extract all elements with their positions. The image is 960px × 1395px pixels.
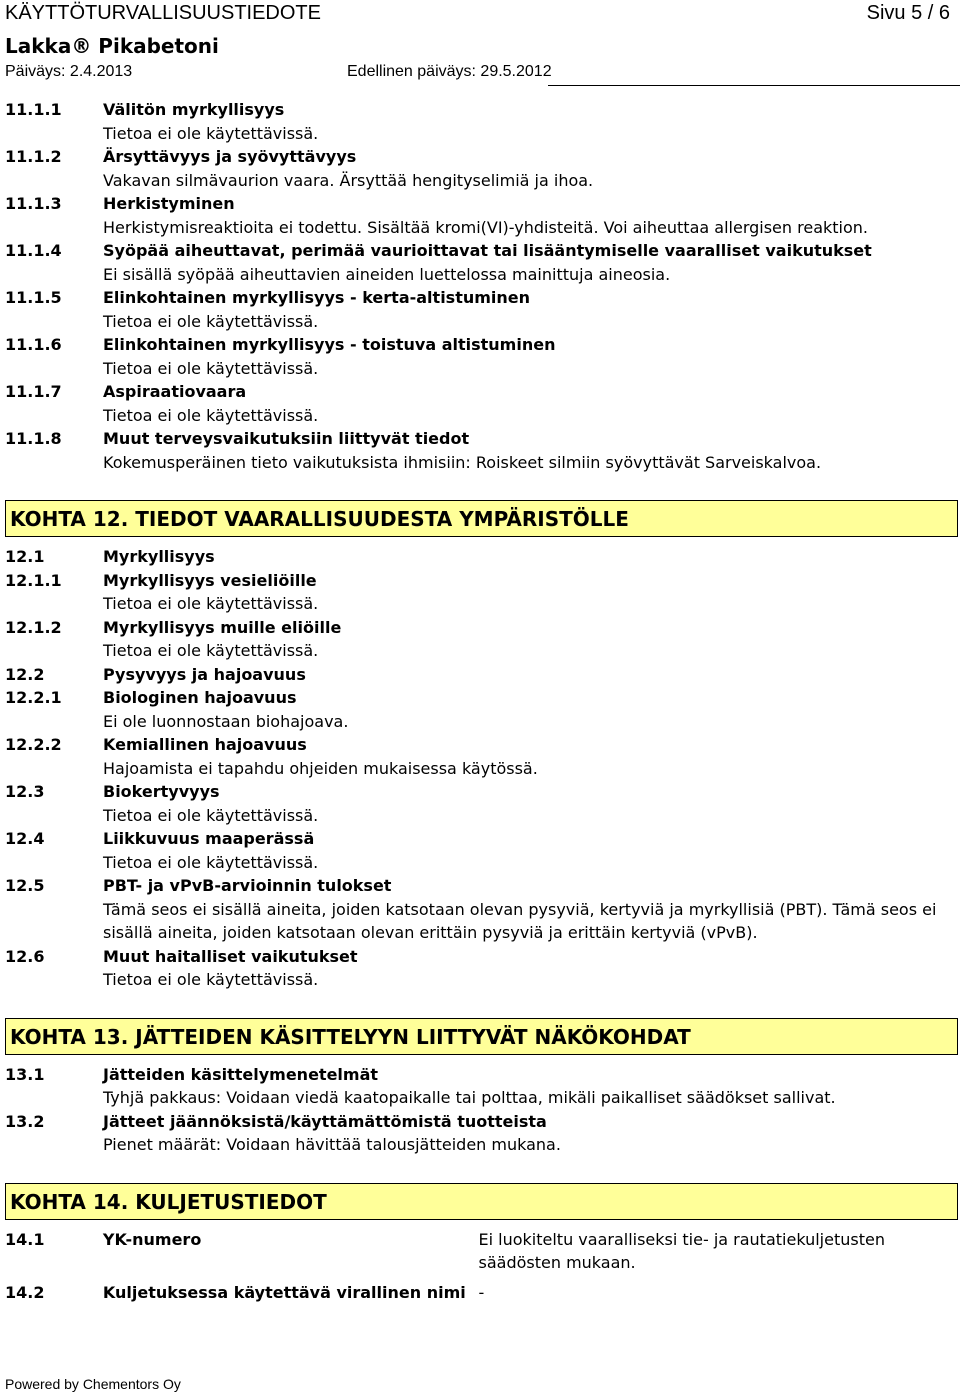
item-number: 12.2.1	[5, 688, 62, 707]
item-text: Tyhjä pakkaus: Voidaan viedä kaatopaikalle tai polttaa, mikäli paikalliset säädökset sallivat.	[103, 1088, 836, 1107]
item-value: -	[478, 1282, 485, 1302]
item-number: 12.1.1	[5, 570, 62, 590]
list-item	[5, 145, 958, 192]
issue-date: Päiväys: 2.4.2013	[5, 63, 133, 80]
item-number: 12.1	[5, 547, 45, 566]
list-item	[5, 733, 958, 780]
item-title: PBT- ja vPvB-arvioinnin tulokset	[103, 876, 392, 895]
doc-title: KÄYTTÖTURVALLISUUSTIEDOTE	[5, 2, 321, 24]
item-number: 14.2	[5, 1282, 45, 1302]
item-title: Biologinen hajoavuus	[103, 688, 297, 707]
item-text: Kokemusperäinen tieto vaikutuksista ihmisiin: Roiskeet silmiin syövyttävät Sarveiskalvoa.	[103, 452, 822, 472]
item-title: Ärsyttävyys ja syövyttävyys	[103, 147, 357, 166]
item-text: Tietoa ei ole käytettävissä.	[103, 311, 319, 331]
list-item	[5, 98, 958, 145]
item-number: 11.1.7	[5, 382, 62, 401]
list-item	[5, 569, 958, 616]
item-number: 11.1.8	[5, 429, 62, 448]
list-item	[5, 239, 958, 286]
list-item	[5, 945, 958, 992]
item-title: Välitön myrkyllisyys	[103, 100, 285, 119]
item-number: 11.1.4	[5, 241, 62, 260]
item-title: Elinkohtainen myrkyllisyys - toistuva altistuminen	[103, 335, 556, 354]
item-title: Syöpää aiheuttavat, perimää vaurioittavat tai lisääntymiselle vaaralliset vaikutukset	[103, 241, 872, 260]
item-text: Tietoa ei ole käytettävissä.	[103, 358, 319, 378]
item-text: Pienet määrät: Voidaan hävittää talousjätteiden mukana.	[103, 1135, 561, 1154]
item-text: Ei ole luonnostaan biohajoava.	[103, 711, 349, 731]
previous-date: Edellinen päiväys: 29.5.2012	[347, 63, 552, 80]
item-title: Muut terveysvaikutuksiin liittyvät tiedot	[103, 429, 470, 448]
list-item	[5, 286, 958, 333]
item-title: Liikkuvuus maaperässä	[103, 829, 315, 848]
section-heading-12: KOHTA 12. TIEDOT VAARALLISUUDESTA YMPÄRISTÖLLE	[5, 500, 958, 537]
table-row	[5, 1281, 958, 1305]
item-text: Tietoa ei ole käytettävissä.	[103, 970, 319, 989]
item-text: Tietoa ei ole käytettävissä.	[103, 123, 319, 143]
item-title: Herkistyminen	[103, 194, 235, 213]
item-text: Vakavan silmävaurion vaara. Ärsyttää hengityselimiä ja ihoa.	[103, 170, 594, 190]
footer-credit: Powered by Chementors Oy	[5, 1376, 181, 1392]
list-item	[5, 333, 958, 380]
list-item	[5, 663, 958, 687]
item-number: 12.4	[5, 829, 45, 848]
section-14-list	[5, 1228, 958, 1305]
item-title: Pysyvyys ja hajoavuus	[103, 664, 306, 684]
item-number: 12.6	[5, 946, 45, 966]
item-number: 11.1.2	[5, 147, 62, 166]
item-number: 11.1.3	[5, 194, 62, 213]
product-name: Lakka® Pikabetoni	[5, 34, 219, 58]
item-text: Tietoa ei ole käytettävissä.	[103, 641, 319, 660]
item-number: 12.2	[5, 664, 45, 684]
item-text: Tämä seos ei sisällä aineita, joiden katsotaan olevan pysyviä, kertyviä ja myrkyllisiä (PBT). Tämä seos ei sisällä aineita, joiden katsotaan olevan erittäin pysyviä ja erittäin kertyviä (vPvB).	[103, 899, 937, 942]
item-title: Aspiraatiovaara	[103, 382, 247, 401]
page-number: Sivu 5 / 6	[866, 2, 950, 24]
header-rule	[548, 85, 960, 86]
item-title: YK-numero	[102, 1229, 202, 1249]
list-item	[5, 827, 958, 874]
section-11-list	[5, 98, 958, 474]
list-item	[5, 616, 958, 663]
list-item	[5, 686, 958, 733]
item-title: Kuljetuksessa käytettävä virallinen nimi	[102, 1282, 466, 1302]
item-text: Tietoa ei ole käytettävissä.	[103, 405, 319, 425]
document-body	[5, 98, 958, 1304]
item-number: 13.2	[5, 1111, 45, 1131]
list-item	[5, 1110, 958, 1157]
list-item	[5, 545, 958, 569]
list-item	[5, 380, 958, 427]
item-title: Elinkohtainen myrkyllisyys - kerta-altistuminen	[103, 288, 531, 307]
item-title: Biokertyvyys	[103, 782, 220, 801]
item-text: Hajoamista ei tapahdu ohjeiden mukaisessa käytössä.	[103, 758, 538, 778]
section-heading-14: KOHTA 14. KULJETUSTIEDOT	[5, 1183, 958, 1220]
list-item	[5, 192, 958, 239]
list-item	[5, 1063, 958, 1110]
list-item	[5, 427, 958, 474]
item-title: Muut haitalliset vaikutukset	[103, 946, 358, 966]
item-number: 12.5	[5, 876, 45, 895]
item-title: Myrkyllisyys vesieliöille	[103, 570, 317, 590]
item-title: Myrkyllisyys muille eliöille	[103, 617, 342, 637]
item-value: Ei luokiteltu vaaralliseksi tie- ja rautatiekuljetusten säädösten mukaan.	[478, 1229, 885, 1272]
table-row	[5, 1228, 958, 1275]
item-text: Tietoa ei ole käytettävissä.	[103, 594, 319, 613]
item-title: Jätteiden käsittelymenetelmät	[103, 1064, 379, 1084]
item-text: Tietoa ei ole käytettävissä.	[103, 805, 319, 825]
list-item	[5, 874, 958, 945]
item-title: Jätteet jäännöksistä/käyttämättömistä tuotteista	[103, 1111, 547, 1131]
section-heading-13: KOHTA 13. JÄTTEIDEN KÄSITTELYYN LIITTYVÄT NÄKÖKOHDAT	[5, 1018, 958, 1055]
item-number: 12.2.2	[5, 735, 62, 754]
item-number: 12.1.2	[5, 617, 62, 637]
item-title: Myrkyllisyys	[103, 547, 215, 566]
item-number: 11.1.5	[5, 288, 62, 307]
item-number: 12.3	[5, 782, 45, 801]
item-number: 11.1.6	[5, 335, 62, 354]
list-item	[5, 780, 958, 827]
item-number: 14.1	[5, 1229, 45, 1249]
item-text: Herkistymisreaktioita ei todettu. Sisältää kromi(VI)-yhdisteitä. Voi aiheuttaa allergisen reaktion.	[103, 217, 868, 237]
item-title: Kemiallinen hajoavuus	[103, 735, 307, 754]
dates-row	[5, 63, 955, 81]
section-13-list	[5, 1063, 958, 1157]
item-number: 13.1	[5, 1064, 45, 1084]
item-text: Tietoa ei ole käytettävissä.	[103, 852, 319, 872]
item-number: 11.1.1	[5, 100, 62, 119]
item-text: Ei sisällä syöpää aiheuttavien aineiden luettelossa mainittuja aineosia.	[103, 264, 671, 284]
section-12-list	[5, 545, 958, 992]
